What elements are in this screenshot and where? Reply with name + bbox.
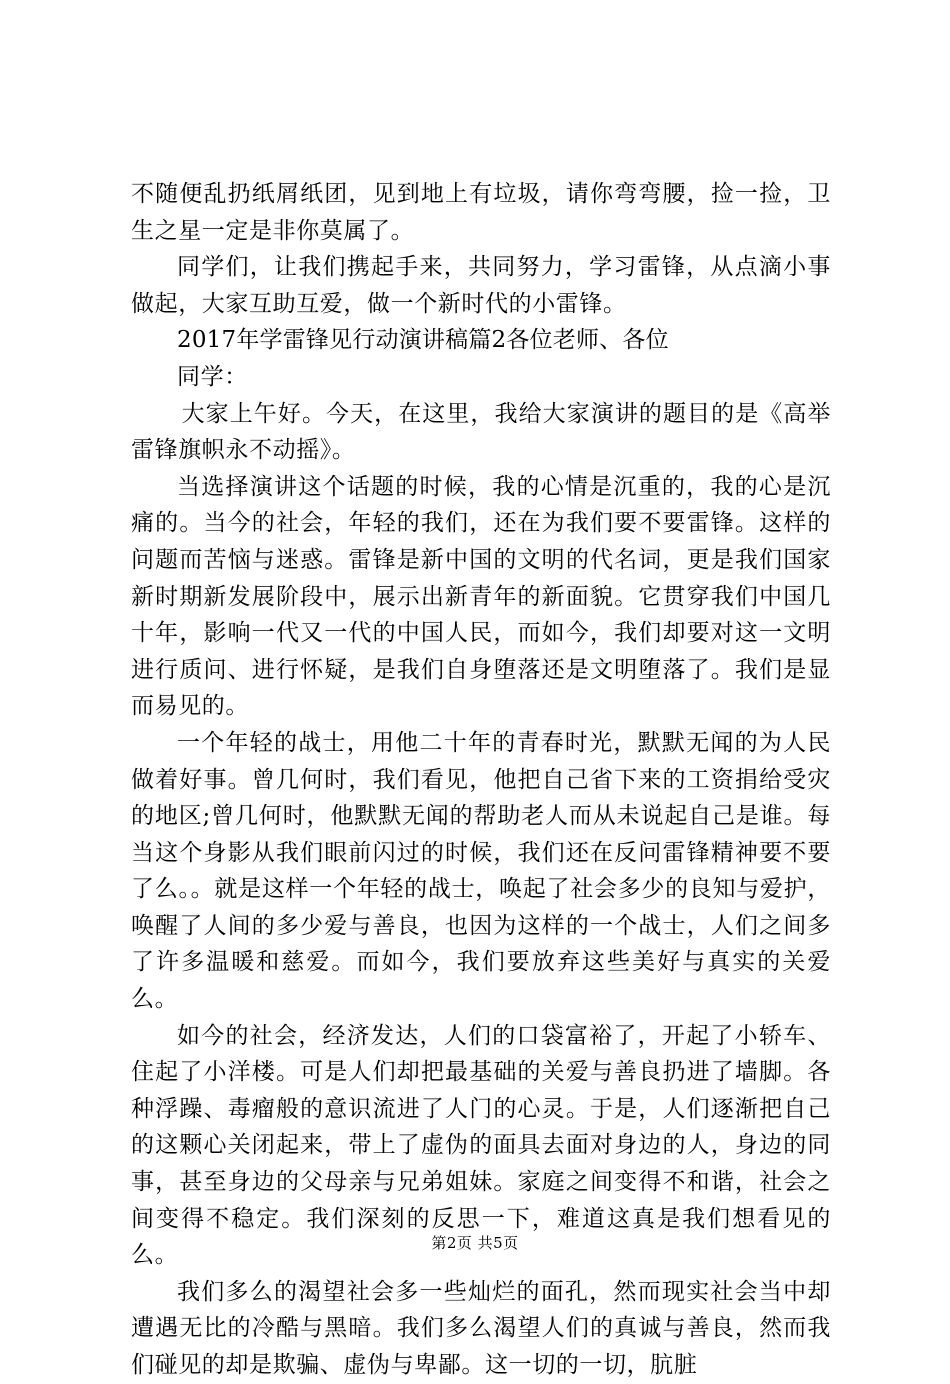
paragraph: 当选择演讲这个话题的时候，我的心情是沉重的，我的心是沉痛的。当今的社会，年轻的我们，还在为我们要不要雷锋。这样的问题而苦恼与迷惑。雷锋是新中国的文明的代名词，更是我们国家新时期新发展阶段中，展示出新青年的新面貌。它贯穿我们中国几十年，影响一代又一代的中国人民，而如今，我们却要对这一文明进行质问、进行怀疑，是我们自身堕落还是文明堕落了。我们是显而易见的。 — [131, 473, 831, 720]
paragraph: 大家上午好。今天，在这里，我给大家演讲的题目的是《高举雷锋旗帜永不动摇》。 — [131, 400, 831, 464]
paragraph: 我们多么的渴望社会多一些灿烂的面孔，然而现实社会当中却遭遇无比的冷酷与黑暗。我们多么渴望人们的真诚与善良，然而我们碰见的却是欺骗、虚伪与卑鄙。这一切的一切，肮脏 — [131, 1278, 831, 1378]
paragraph: 如今的社会，经济发达，人们的口袋富裕了，开起了小轿车、住起了小洋楼。可是人们却把最基础的关爱与善良扔进了墙脚。各种浮躁、毒瘤般的意识流进了人门的心灵。于是，人们逐渐把自己的这颗心关闭起来，带上了虚伪的面具去面对身边的人，身边的同事，甚至身边的父母亲与兄弟姐妹。家庭之间变得不和谐，社会之间变得不稳定。我们深刻的反思一下，难道这真是我们想看见的么。 — [131, 1022, 831, 1269]
paragraph-continuation: 不随便乱扔纸屑纸团，见到地上有垃圾，请你弯弯腰，捡一捡，卫生之星一定是非你莫属了。 — [131, 181, 831, 244]
paragraph: 一个年轻的战士，用他二十年的青春时光，默默无闻的为人民做着好事。曾几何时，我们看见，他把自己省下来的工资捐给受灾的地区;曾几何时，他默默无闻的帮助老人而从未说起自己是谁。每当这个身影从我们眼前闪过的时候，我们还在反问雷锋精神要不要了么。。就是这样一个年轻的战士，唤起了社会多少的良知与爱护，唤醒了人间的多少爱与善良，也因为这样的一个战士，人们之间多了许多温暖和慈爱。而如今，我们要放弃这些美好与真实的关爱么。 — [131, 729, 831, 1013]
paragraph-salutation: 同学： — [177, 363, 248, 390]
document-body — [131, 176, 831, 1384]
paragraph: 同学们，让我们携起手来，共同努力，学习雷锋，从点滴小事做起，大家互助互爱，做一个新时代的小雷锋。 — [131, 254, 831, 317]
page-number-footer: 第2页 共5页 — [431, 1234, 519, 1252]
section-heading: 2017年学雷锋见行动演讲稿篇2各位老师、各位 — [177, 327, 669, 354]
